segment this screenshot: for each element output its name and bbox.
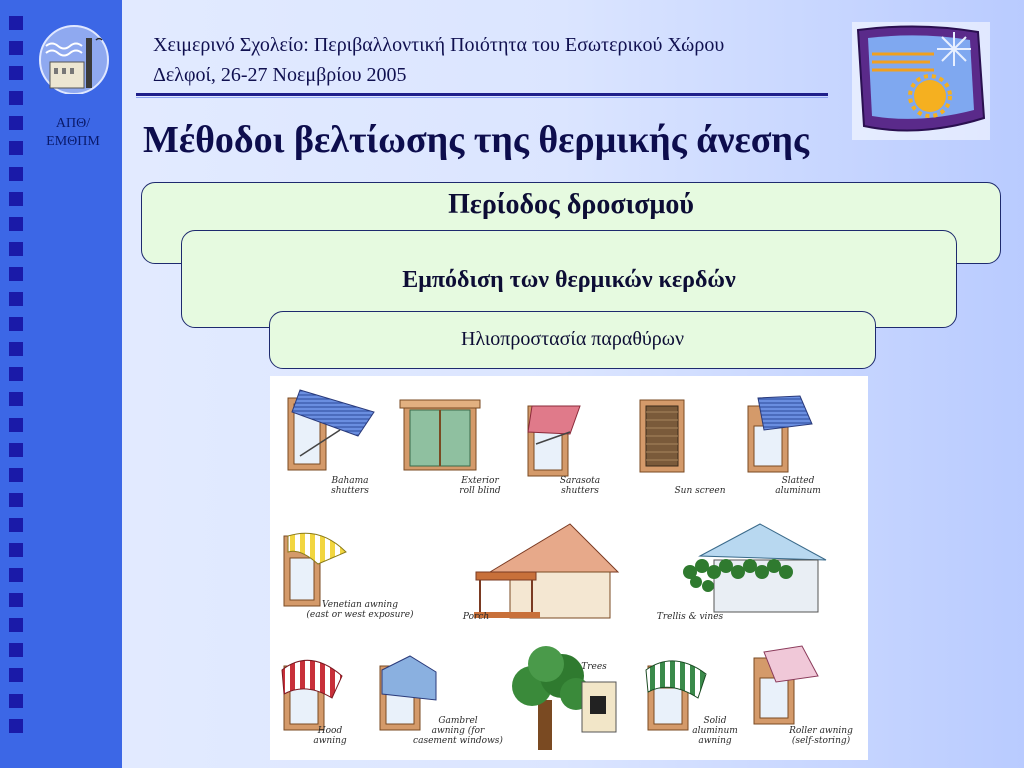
shading-drawings xyxy=(270,376,868,760)
decorative-square xyxy=(9,367,23,381)
exterior-roll-blind-drawing xyxy=(400,400,480,470)
caption-solid-aluminum-awning: Solid aluminum awning xyxy=(692,716,738,746)
decorative-square xyxy=(9,543,23,557)
organization-label xyxy=(30,115,116,151)
decorative-square xyxy=(9,16,23,30)
decorative-square xyxy=(9,392,23,406)
sun-screen-drawing xyxy=(640,400,684,472)
decorative-square xyxy=(9,317,23,331)
level-3-label: Ηλιοπροστασία παραθύρων xyxy=(461,328,684,350)
caption-exterior-roll-blind: Exterior roll blind xyxy=(459,476,501,496)
hood-awning-drawing xyxy=(282,660,342,730)
header-school-title: Χειμερινό Σχολείο: Περιβαλλοντική Ποιότητα του Εσωτερικού Χώρου xyxy=(153,34,725,56)
level-2-label: Εμπόδιση των θερμικών κερδών xyxy=(402,267,736,293)
caption-venetian-awning: Venetian awning (east or west exposure) xyxy=(306,600,414,620)
decorative-square xyxy=(9,41,23,55)
factory-logo-icon xyxy=(36,24,112,94)
caption-slatted-aluminum: Slatted aluminum xyxy=(775,476,821,496)
decorative-square xyxy=(9,342,23,356)
decorative-square xyxy=(9,192,23,206)
level-3-box xyxy=(269,311,876,369)
decorative-square xyxy=(9,643,23,657)
decorative-square xyxy=(9,668,23,682)
sidebar xyxy=(0,0,122,768)
caption-trellis-vines: Trellis & vines xyxy=(656,612,724,622)
caption-sarasota-shutters: Sarasota shutters xyxy=(559,476,601,496)
decorative-square xyxy=(9,242,23,256)
decorative-square xyxy=(9,694,23,708)
decorative-square xyxy=(9,593,23,607)
decorative-square xyxy=(9,443,23,457)
caption-hood-awning: Hood awning xyxy=(313,726,347,746)
porch-drawing xyxy=(474,524,618,618)
decorative-square xyxy=(9,66,23,80)
decorative-square xyxy=(9,493,23,507)
decorative-square xyxy=(9,468,23,482)
decorative-squares xyxy=(9,16,23,733)
decorative-square xyxy=(9,618,23,632)
caption-roller-awning: Roller awning (self-storing) xyxy=(789,726,853,746)
decorative-square xyxy=(9,217,23,231)
roller-awning-drawing xyxy=(754,646,818,724)
organization-line-2: ΕΜΘΠΜ xyxy=(46,134,100,149)
header-place-date: Δελφοί, 26-27 Νοεμβρίου 2005 xyxy=(153,64,407,86)
organization-line-1: ΑΠΘ/ xyxy=(55,116,91,131)
decorative-square xyxy=(9,267,23,281)
decorative-square xyxy=(9,568,23,582)
decorative-square xyxy=(9,167,23,181)
decorative-square xyxy=(9,292,23,306)
header-divider xyxy=(136,93,828,96)
shading-methods-illustration xyxy=(270,376,868,760)
caption-bahama-shutters: Bahama shutters xyxy=(331,476,369,496)
decorative-square xyxy=(9,719,23,733)
sarasota-shutters-drawing xyxy=(528,406,580,476)
level-1-label: Περίοδος δροσισμού xyxy=(448,189,694,220)
slide-title: Μέθοδοι βελτίωσης της θερμικής άνεσης xyxy=(143,119,809,161)
decorative-square xyxy=(9,141,23,155)
decorative-square xyxy=(9,91,23,105)
caption-sun-screen: Sun screen xyxy=(674,486,726,496)
trellis-vines-drawing xyxy=(683,524,826,612)
header-divider-light xyxy=(136,97,828,98)
decorative-square xyxy=(9,518,23,532)
venetian-awning-drawing xyxy=(284,533,346,606)
bahama-shutters-drawing xyxy=(288,390,374,470)
slatted-aluminum-drawing xyxy=(748,396,812,472)
caption-porch: Porch xyxy=(462,612,490,622)
decorative-square xyxy=(9,418,23,432)
caption-trees: Trees xyxy=(581,662,607,672)
caption-gambrel-awning: Gambrel awning (for casement windows) xyxy=(413,716,503,746)
sun-snowflake-emblem-icon xyxy=(850,20,992,142)
decorative-square xyxy=(9,116,23,130)
